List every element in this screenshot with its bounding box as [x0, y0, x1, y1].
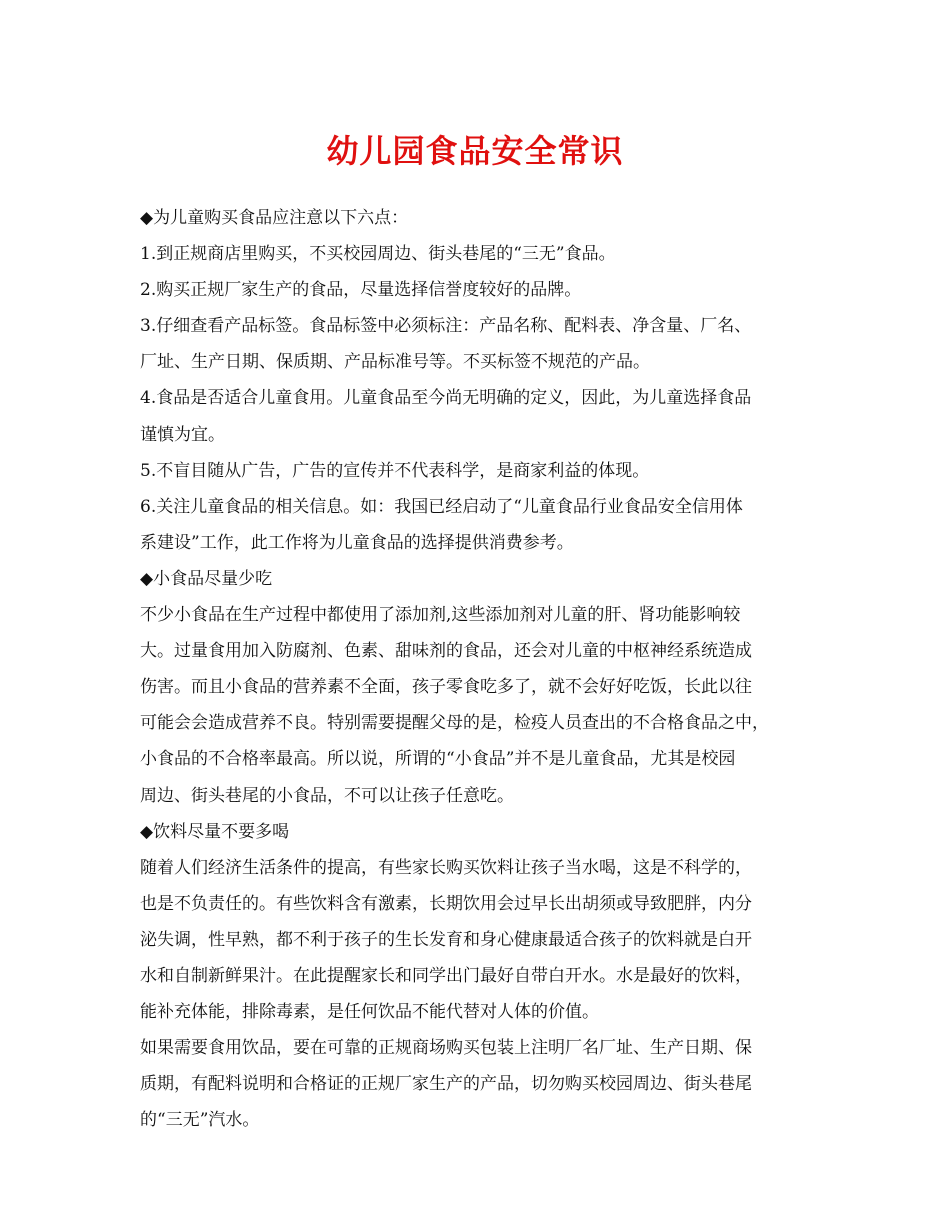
body-line: 2.购买正规厂家生产的食品，尽量选择信誉度较好的品牌。 [140, 280, 582, 301]
document-body [140, 200, 830, 1138]
body-line: 水和自制新鲜果汁。在此提醒家长和同学出门最好自带白开水。水是最好的饮料， [140, 965, 752, 986]
body-line: 谨慎为宜。 [140, 424, 225, 445]
body-line: 随着人们经济生活条件的提高，有些家长购买饮料让孩子当水喝，这是不科学的， [140, 857, 752, 878]
body-line: 1.到正规商店里购买，不买校园周边、街头巷尾的“三无”食品。 [140, 244, 616, 265]
body-line: 6.关注儿童食品的相关信息。如：我国已经启动了“儿童食品行业食品安全信用体 [140, 496, 743, 517]
document-title: 幼儿园食品安全常识 [326, 132, 624, 170]
body-line: 5.不盲目随从广告，广告的宣传并不代表科学，是商家利益的体现。 [140, 460, 650, 481]
body-line: ◆饮料尽量不要多喝 [140, 821, 290, 842]
body-line: 伤害。而且小食品的营养素不全面，孩子零食吃多了，就不会好好吃饭，长此以往 [140, 677, 752, 698]
body-line: 小食品的不合格率最高。所以说，所谓的“小食品”并不是儿童食品，尤其是校园 [140, 749, 736, 770]
body-line: ◆小食品尽量少吃 [140, 568, 273, 589]
body-line: 可能会会造成营养不良。特别需要提醒父母的是，检疫人员查出的不合格食品之中， [140, 713, 769, 734]
body-line: 能补充体能，排除毒素，是任何饮品不能代替对人体的价值。 [140, 1002, 599, 1023]
body-line: 4.食品是否适合儿童食用。儿童食品至今尚无明确的定义，因此，为儿童选择食品 [140, 388, 752, 409]
body-line: 的“三无”汽水。 [140, 1110, 260, 1131]
body-line: 周边、街头巷尾的小食品，不可以让孩子任意吃。 [140, 785, 514, 806]
body-line: 质期，有配料说明和合格证的正规厂家生产的产品，切勿购买校园周边、街头巷尾 [140, 1074, 752, 1095]
body-line: 如果需要食用饮品，要在可靠的正规商场购买包装上注明厂名厂址、生产日期、保 [140, 1038, 752, 1059]
body-line: 厂址、生产日期、保质期、产品标准号等。不买标签不规范的产品。 [140, 352, 650, 373]
body-line: 也是不负责任的。有些饮料含有激素，长期饮用会过早长出胡须或导致肥胖，内分 [140, 893, 752, 914]
body-line: 3.仔细查看产品标签。食品标签中必须标注：产品名称、配料表、净含量、厂名、 [140, 316, 752, 337]
body-line: 泌失调，性早熟，都不利于孩子的生长发育和身心健康最适合孩子的饮料就是白开 [140, 929, 752, 950]
body-line: 不少小食品在生产过程中都使用了添加剂,这些添加剂对儿童的肝、肾功能影响较 [140, 605, 741, 626]
body-line: ◆为儿童购买食品应注意以下六点： [140, 208, 409, 228]
body-line: 大。过量食用加入防腐剂、色素、甜味剂的食品，还会对儿童的中枢神经系统造成 [140, 641, 752, 662]
body-line: 系建设”工作，此工作将为儿童食品的选择提供消费参考。 [140, 532, 574, 553]
